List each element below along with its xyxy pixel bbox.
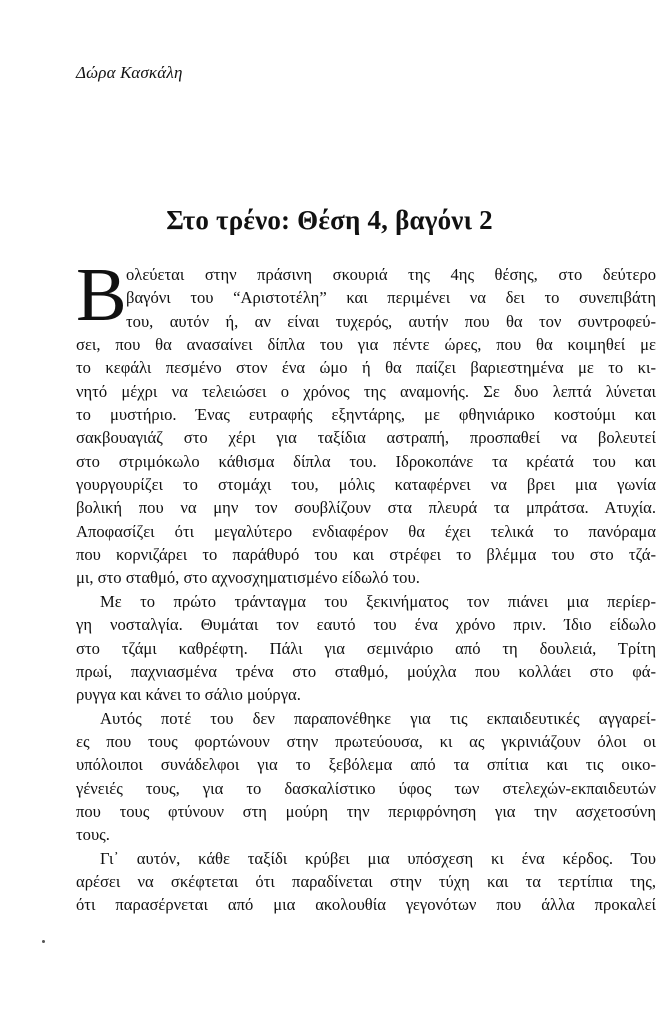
text-line: ολεύεται στην πράσινη σκουριά της 4ης θέσης, στο δεύτερο <box>126 265 656 284</box>
text-line: ρυγγα και κάνει το σάλιο μούργα. <box>76 685 301 705</box>
text-line: βαγόνι του “Αριστοτέλη” και περιμένει να δει το συνεπιβάτη <box>126 288 656 308</box>
text-line: Αυτός ποτέ του δεν παραπονέθηκε για τις εκπαιδευτικές αγγαρεί- <box>100 708 656 728</box>
text-line: Γι᾽ αυτόν, κάθε ταξίδι κρύβει μια υπόσχεση κι ένα κέρδος. Του <box>100 848 656 868</box>
text-line: ότι παρασέρνεται από μια ακολουθία γεγονότων που άλλα προκαλεί <box>76 895 656 915</box>
text-line: Με το πρώτο τράνταγμα του ξεκινήματος τον πιάνει μια περίερ- <box>100 591 656 611</box>
author-name: Δώρα Κασκάλη <box>76 63 183 82</box>
text-line: ες που τους φορτώνουν στην πρωτεύουσα, κι ας γκρινιάζουν όλοι οι <box>76 731 656 751</box>
story-title: Στο τρένο: Θέση 4, βαγόνι 2 <box>166 205 493 235</box>
text-line: σακβουαγιάζ στο χέρι για ταξίδια αστραπή, προσπαθεί να βολευτεί <box>76 428 656 448</box>
text-line: πρωί, παχνιασμένα τρένα στο σταθμό, μούχλα που κολλάει στο φά- <box>76 661 656 681</box>
text-line: που τους φτύνουν στη μούρη την περιφρόνηση για την ασχετοσύνη <box>76 801 656 821</box>
story-body <box>76 263 656 917</box>
text-line: γη νοσταλγία. Θυμάται τον εαυτό του ένα χρόνο πριν. Ίδιο είδωλο <box>76 615 656 635</box>
text-line: Αποφασίζει ότι μεγαλύτερο ενδιαφέρον θα έχει τελικά το πανόραμα <box>76 521 656 541</box>
text-line: υπόλοιποι συνάδελφοι για το ξεβόλεμα από τα σπίτια και τις οικο- <box>76 755 656 775</box>
text-line: που κορνιζάρει το παράθυρό του και στρέφει το βλέμμα του στο τζά- <box>76 545 656 565</box>
text-line: στο στριμόκωλο κάθισμα δίπλα του. Ιδροκοπάνε τα κρέατά του και <box>76 451 656 471</box>
text-line: γένειές τους, για το δασκαλίστικο ύφος των στελεχών-εκπαιδευτών <box>76 778 656 798</box>
text-line: μι, στο σταθμό, στο αχνοσχηματισμένο είδωλό του. <box>76 568 420 588</box>
paper-speck <box>42 940 45 943</box>
drop-cap: Β <box>76 253 127 337</box>
text-line: νητό μέχρι να τελειώσει ο χρόνος της αναμονής. Σε δυο λεπτά λύνεται <box>76 381 656 401</box>
text-line: αρέσει να σκέφτεται ότι παραδίνεται στην τύχη και τα τερτίπια της, <box>76 871 656 891</box>
text-line: σει, που θα ανασαίνει δίπλα του για πέντε ώρες, που θα κοιμηθεί με <box>76 335 656 355</box>
text-line: στο τζάμι καθρέφτη. Πάλι για σεμινάριο από τη δουλειά, Τρίτη <box>76 638 656 658</box>
text-line: γουργουρίζει το στομάχι του, μόλις καταφέρνει να βρει μια γωνία <box>76 475 656 495</box>
text-line: τους. <box>76 825 110 845</box>
text-line: το κεφάλι πεσμένο στον ένα ώμο ή θα παίζει βαριεστημένα με το κι- <box>76 358 656 378</box>
text-line: βολική που να μην τον σουβλίζουν στα πλευρά τα μπράτσα. Ατυχία. <box>76 498 656 518</box>
text-line: του, αυτόν ή, αν είναι τυχερός, αυτήν που θα τον συντροφεύ- <box>126 311 656 331</box>
text-line: το μυστήριο. Ένας ευτραφής εξηντάρης, με φθηνιάρικο κοστούμι και <box>76 405 656 425</box>
